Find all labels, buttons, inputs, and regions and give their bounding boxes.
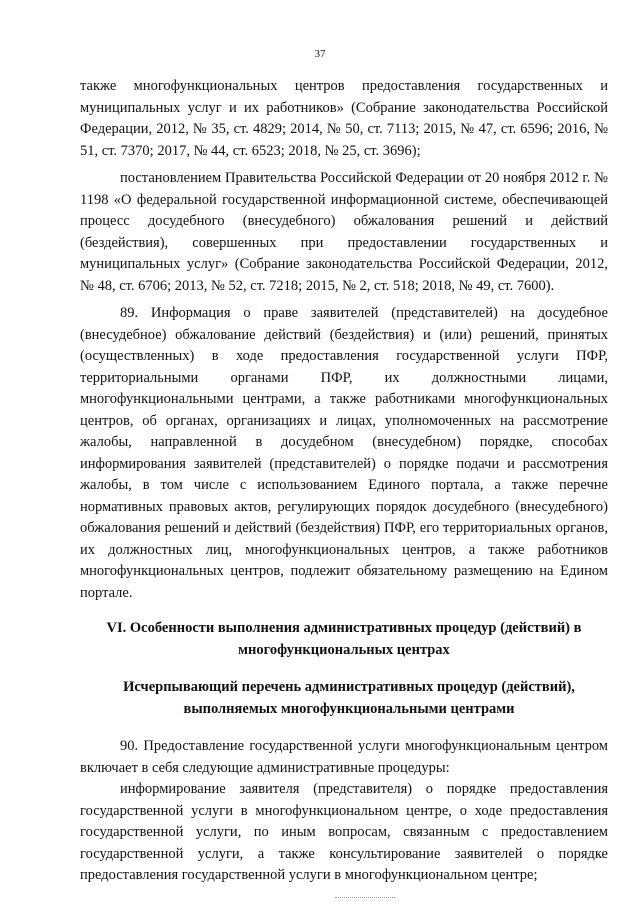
paragraph-decree-1198: постановлением Правительства Российской Федерации от 20 ноября 2012 г. № 1198 «О федеральной государственной информационной системе, обеспечивающей процесс досудебного (внесудебного) обжалования решений и действий (бездействия), совершенных при предоставлении государственных и муниципальных услуг» (Собрание законодательства Российской Федерации, 2012, № 48, ст. 6706; 2013, № 52, ст. 7218; 2015, № 2, ст. 518; 2018, № 49, ст. 7600).	[80, 170, 608, 294]
paragraph-89: 89. Информация о праве заявителей (представителей) на досудебное (внесудебное) обжалование действий (бездействия) и (или) решений, принятых (осуществленных) в ходе предоставления государственной услуги ПФР, территориальными органами ПФР, их должностными лицами, многофункциональными центрами, а также работниками многофункциональных центров, об органах, организациях и лицах, уполномоченных на рассмотрение жалобы, направленной в досудебном (внесудебном) порядке, способах информирования заявителей (представителей) о порядке подачи и рассмотрения жалобы, в том числе с использованием Единого портала, а также перечне нормативных правовых актов, регулирующих порядок досудебного (внесудебного) обжалования решений и действий (бездействия) ПФР, его территориальных органов, их должностных лиц, многофункциональных центров, а также работников многофункциональных центров, подлежит обязательному размещению на Едином портале.	[80, 305, 608, 601]
paragraph-continuation: также многофункциональных центров предоставления государственных и муниципальных услуг и их работников» (Собрание законодательства Российской Федерации, 2012, № 35, ст. 4829; 2014, № 50, ст. 7113; 2015, № 47, ст. 6596; 2016, № 51, ст. 7370; 2017, № 44, ст. 6523; 2018, № 25, ст. 3696);	[80, 78, 608, 159]
document-body	[80, 76, 608, 887]
section-heading: VI. Особенности выполнения административных процедур (действий) в многофункциональных центрах	[106, 620, 582, 658]
paragraph-90: 90. Предоставление государственной услуги многофункциональным центром включает в себя следующие административные процедуры:	[80, 738, 608, 776]
subsection-heading: Исчерпывающий перечень административных процедур (действий), выполняемых многофункциональными центрами	[123, 679, 575, 717]
scan-artifact	[335, 897, 395, 899]
page-number: 37	[314, 48, 326, 60]
paragraph-informing: информирование заявителя (представителя) о порядке предоставления государственной услуги в многофункциональном центре, о ходе предоставления государственной услуги, по иным вопросам, связанным с предоставлением государственной услуги, а также консультирование заявителей о порядке предоставления государственной услуги в многофункциональном центре;	[80, 781, 608, 883]
